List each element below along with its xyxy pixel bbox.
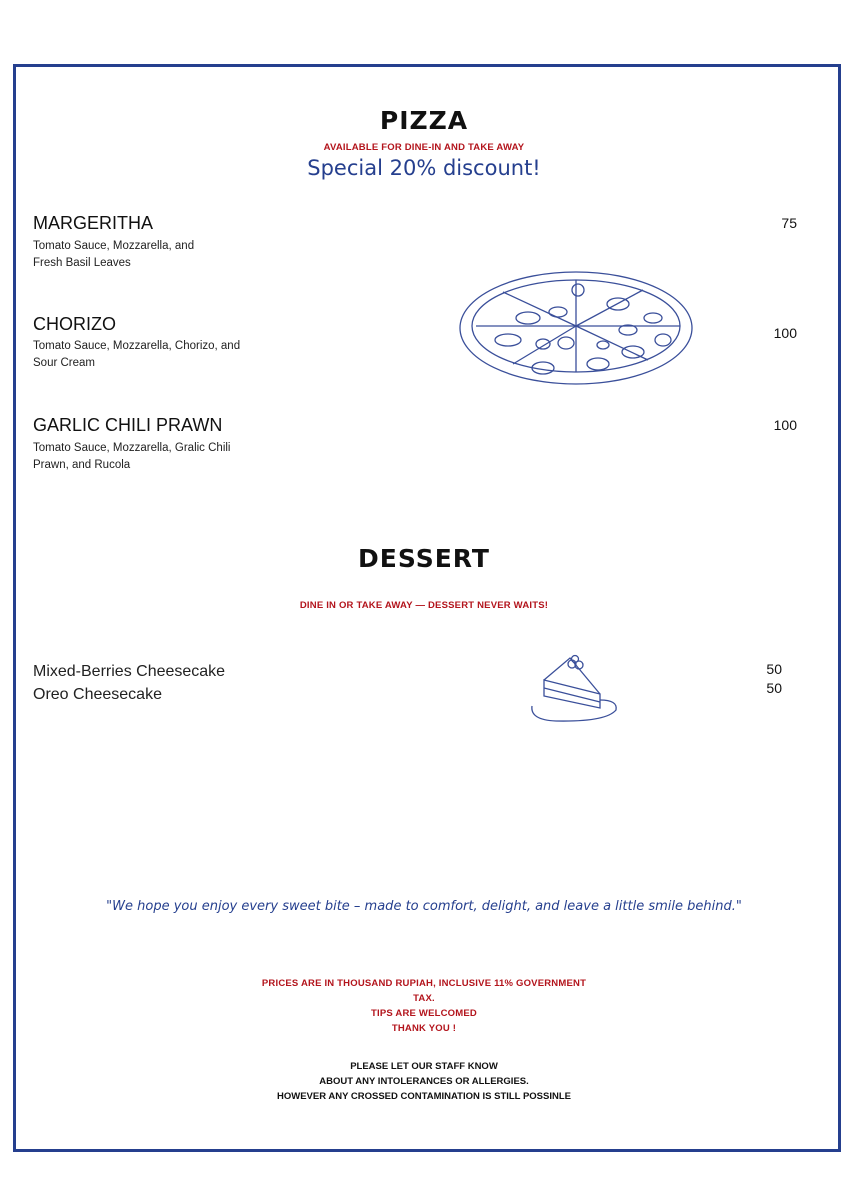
cheesecake-illustration-icon [526, 652, 622, 724]
menu-item-price: 100 [773, 325, 797, 341]
menu-item-desc [33, 440, 273, 474]
menu-item-desc [33, 238, 273, 272]
closing-quote: "We hope you enjoy every sweet bite – made to comfort, delight, and leave a little smile behind." [106, 899, 742, 914]
desc-line: Tomato Sauce, Mozzarella, Chorizo, and [33, 340, 241, 352]
price-notes [0, 976, 848, 1036]
desc-line: Fresh Basil Leaves [33, 257, 131, 269]
dessert-subtitle: DINE IN OR TAKE AWAY — DESSERT NEVER WAITS! [299, 600, 549, 611]
desc-line: Tomato Sauce, Mozzarella, and [33, 240, 195, 252]
note-line: HOWEVER ANY CROSSED CONTAMINATION IS STILL POSSINLE [277, 1091, 571, 1102]
dessert-prices [750, 660, 782, 698]
menu-item-name: GARLIC CHILI PRAWN [33, 415, 223, 435]
dessert-item-name: Oreo Cheesecake [33, 686, 162, 703]
note-line: TIPS ARE WELCOMED [371, 1008, 477, 1019]
note-line: THANK YOU ! [391, 1023, 457, 1034]
pizza-subtitle: AVAILABLE FOR DINE-IN AND TAKE AWAY [323, 142, 525, 153]
menu-item-price: 75 [781, 215, 797, 231]
note-line: PLEASE LET OUR STAFF KNOW [350, 1061, 498, 1072]
menu-item-desc [33, 338, 273, 372]
note-line: ABOUT ANY INTOLERANCES OR ALLERGIES. [319, 1076, 529, 1087]
menu-item-name: MARGERITHA [33, 213, 154, 233]
pizza-promo: Special 20% discount! [307, 156, 541, 180]
dessert-item-name: Mixed-Berries Cheesecake [33, 663, 226, 680]
dessert-item-price: 50 [766, 661, 782, 677]
dessert-title: DESSERT [358, 544, 490, 573]
menu-item-name: CHORIZO [33, 314, 116, 334]
pizza-illustration-icon [458, 268, 698, 388]
dessert-list [33, 660, 225, 706]
desc-line: Prawn, and Rucola [33, 459, 131, 471]
note-line: TAX. [413, 993, 435, 1004]
desc-line: Tomato Sauce, Mozzarella, Gralic Chili [33, 442, 231, 454]
dessert-item-price: 50 [766, 680, 782, 696]
note-line: PRICES ARE IN THOUSAND RUPIAH, INCLUSIVE 11% GOVERNMENT [261, 978, 587, 989]
desc-line: Sour Cream [33, 357, 95, 369]
menu-item-price: 100 [773, 417, 797, 433]
allergy-notes [0, 1059, 848, 1104]
pizza-title: PIZZA [379, 106, 469, 135]
